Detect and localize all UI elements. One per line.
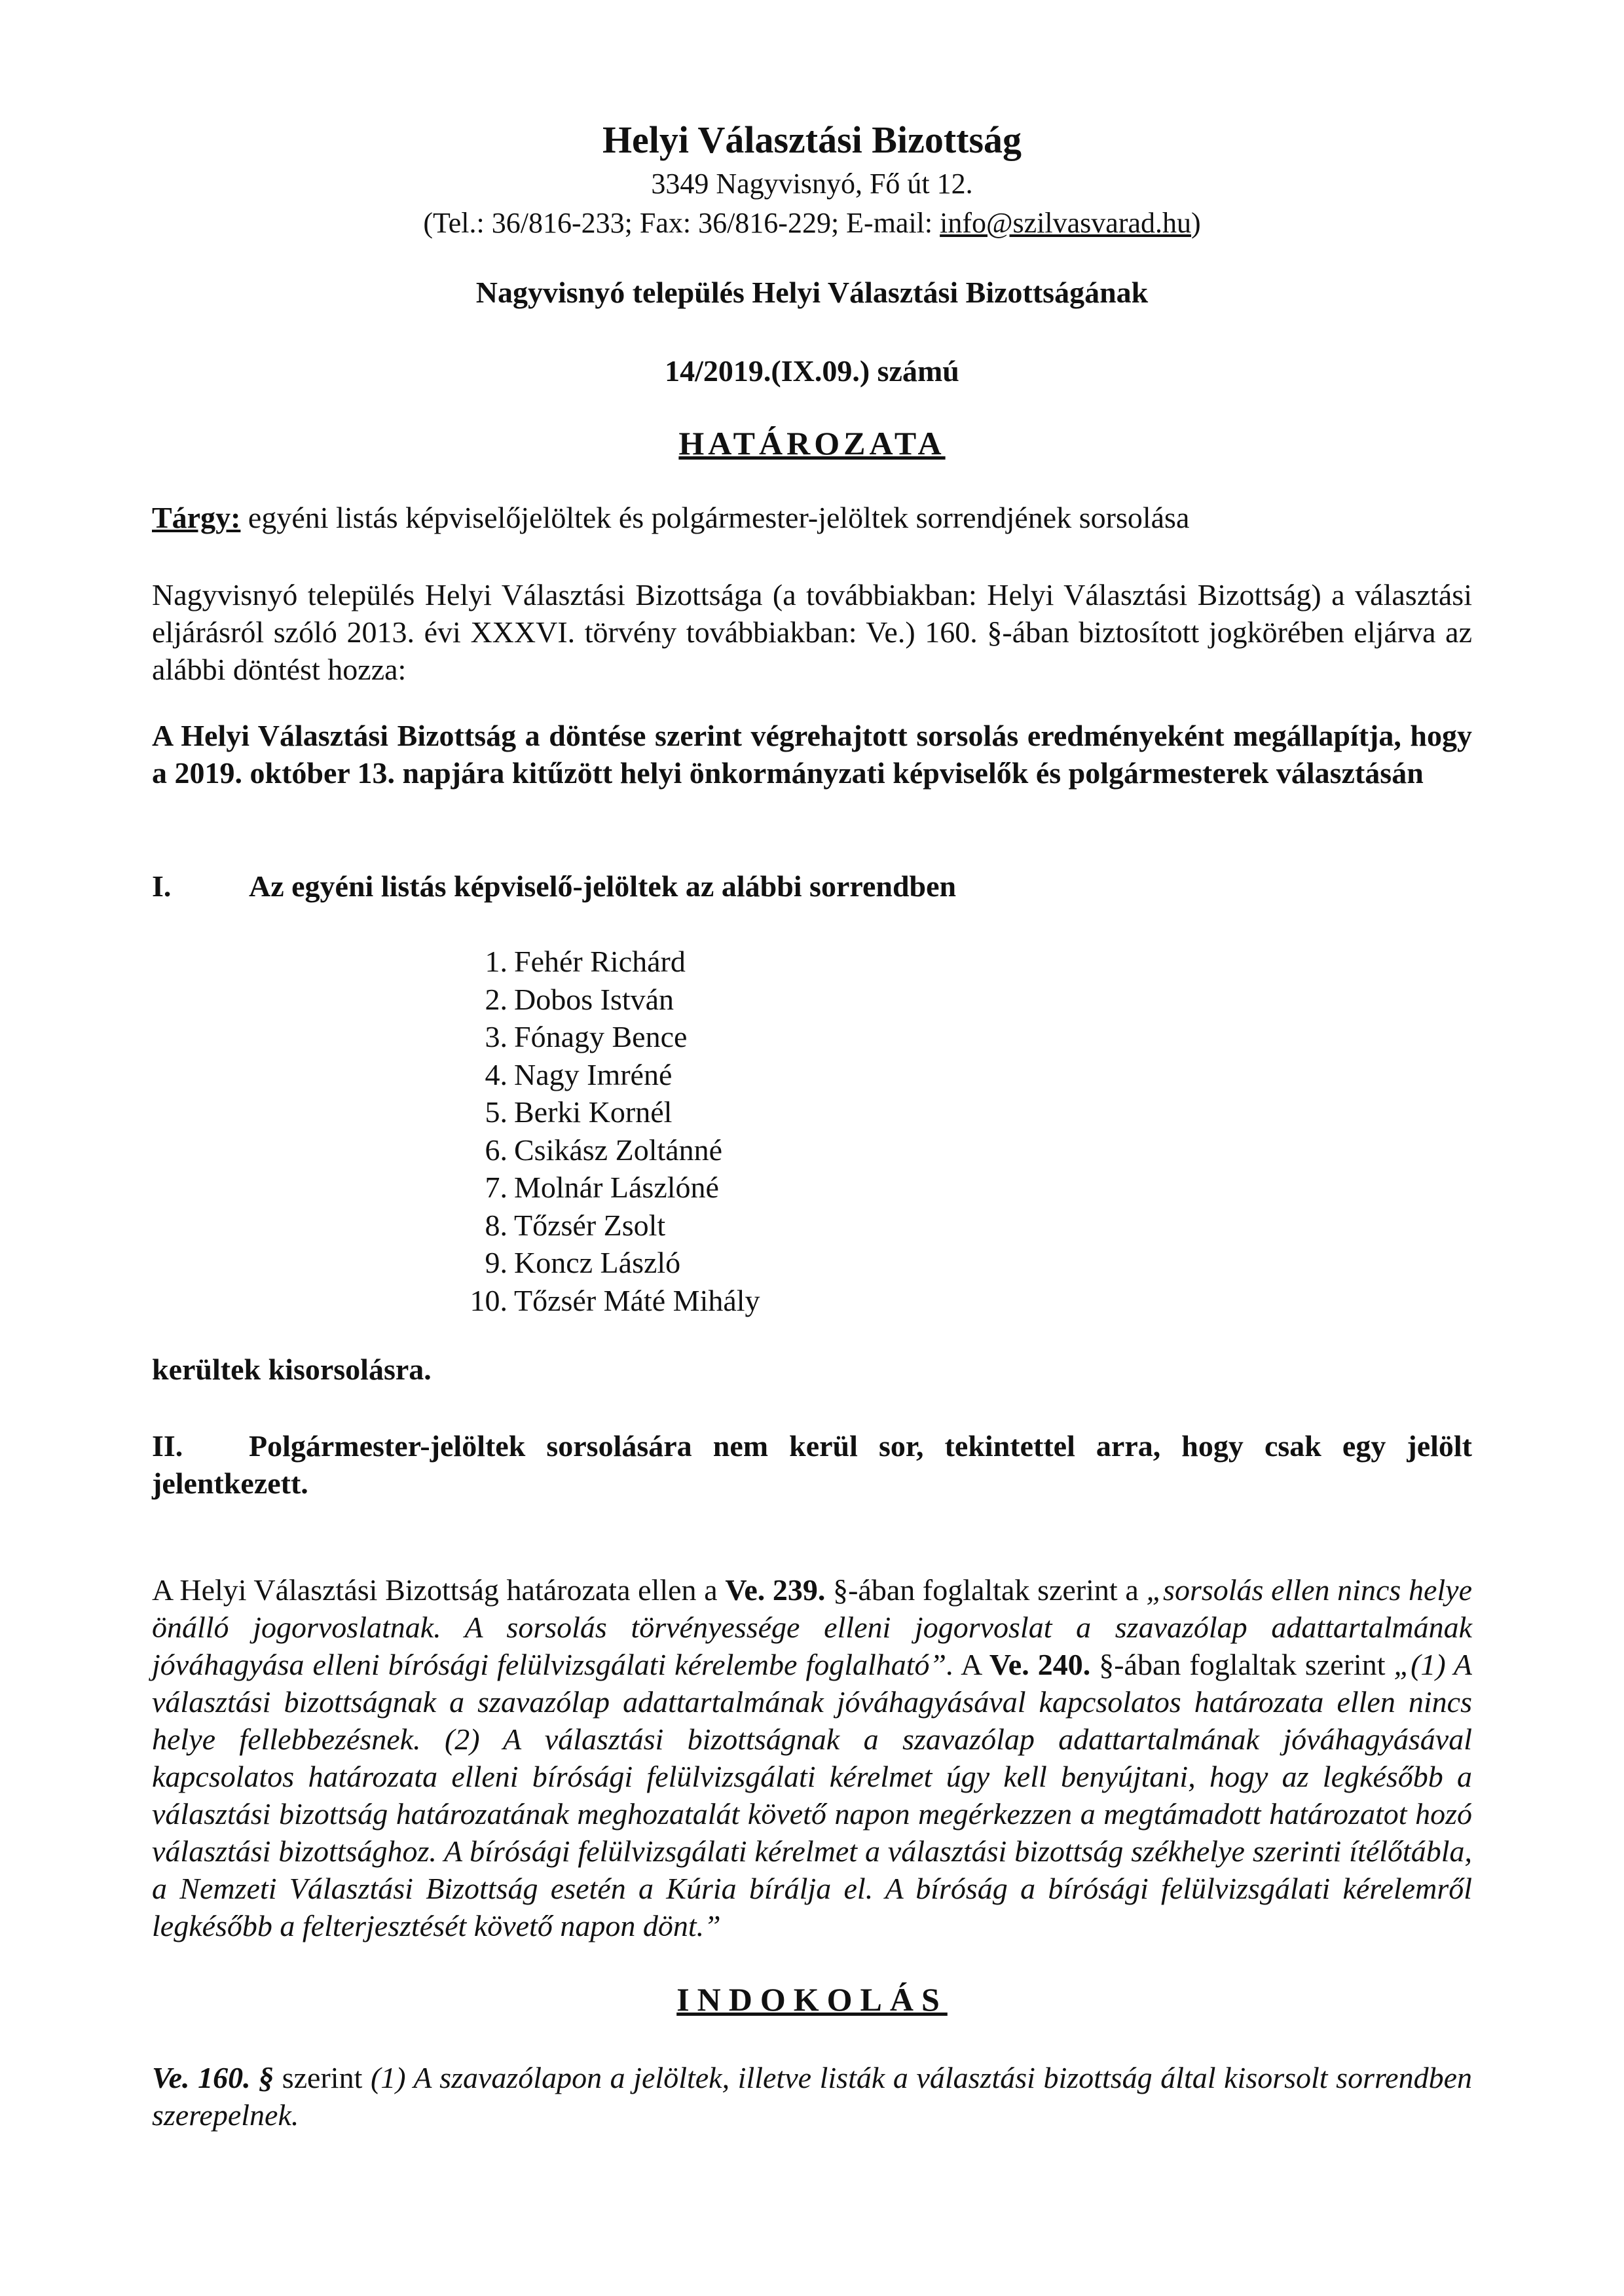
candidate-number: 8. (485, 1208, 507, 1242)
contact-suffix: ) (1191, 207, 1201, 239)
list-item (452, 943, 760, 981)
list-item (452, 1169, 760, 1207)
list-item (452, 1282, 760, 1320)
candidate-number: 5. (485, 1095, 507, 1129)
candidate-number: 4. (485, 1057, 507, 1091)
candidate-list (452, 943, 760, 1319)
intro-paragraph: Nagyvisnyó település Helyi Választási Bizottsága (a továbbiakban: Helyi Választási Bizottság) a választási eljárásról szóló 2013. évi XXXVI. törvény továbbiakban: Ve.) 160. §-ában biztosított jogkörében eljárva az alábbi döntést hozza: (152, 578, 1472, 686)
remedy-text-2: §-ában foglaltak szerint a (825, 1573, 1147, 1607)
subject-line (152, 499, 1472, 536)
candidate-name: Dobos István (514, 982, 674, 1016)
organization-name: Helyi Választási Bizottság (602, 118, 1022, 161)
candidate-number: 3. (485, 1020, 507, 1053)
candidate-number: 7. (485, 1171, 507, 1204)
section-2 (152, 1427, 1472, 1502)
document-number: 14/2019.(IX.09.) számú (665, 354, 959, 388)
list-item (452, 1093, 760, 1131)
section-1-closing: kerültek kisorsolásra. (152, 1353, 432, 1386)
list-item (452, 1056, 760, 1094)
law-reference-160: Ve. 160. § (152, 2061, 274, 2094)
law-reference-239: Ve. 239. (725, 1573, 826, 1607)
document-type-title: HATÁROZATA (678, 425, 946, 462)
section-2-number: II. (152, 1429, 183, 1463)
remedy-text-3: A (953, 1648, 989, 1681)
remedy-quote-1: „sorsolás ellen nincs helye önálló jogorvoslatnak. A sorsolás törvényessége elleni jogorvoslat a szavazólap adattartalmának jóváhagyása elleni bírósági felülvizsgálati kérelembe foglalható”. (152, 1573, 1472, 1681)
reasoning-title: INDOKOLÁS (676, 1981, 948, 2018)
candidate-name: Berki Kornél (514, 1095, 673, 1129)
section-2-text: Polgármester-jelöltek sorsolására nem kerül sor, tekintettel arra, hogy csak egy jelölt jelentkezett. (152, 1429, 1472, 1500)
candidate-name: Tőzsér Máté Mihály (514, 1283, 760, 1317)
candidate-name: Koncz László (514, 1246, 681, 1279)
candidate-name: Fónagy Bence (514, 1020, 688, 1053)
candidate-name: Csikász Zoltánné (514, 1133, 723, 1167)
candidate-name: Fehér Richárd (514, 945, 686, 978)
section-1-number: I. (152, 869, 172, 903)
decision-paragraph: A Helyi Választási Bizottság a döntése szerint végrehajtott sorsolás eredményeként megállapítja, hogy a 2019. október 13. napjára kitűzött helyi önkormányzati képviselők és polgármesterek választásán (152, 719, 1472, 790)
remedy-text-4: §-ában foglaltak szerint (1090, 1648, 1394, 1681)
candidate-name: Tőzsér Zsolt (514, 1208, 666, 1242)
candidate-name: Molnár Lászlóné (514, 1171, 719, 1204)
remedy-quote-2: „(1) A választási bizottságnak a szavazólap adattartalmának jóváhagyásával kapcsolatos határozata ellen nincs helye fellebbezésnek. (2) A választási bizottságnak a szavazólap adattartalmának jóváhagyásával kapcsolatos határozata elleni bírósági felülvizsgálati kérelmet úgy kell benyújtani, hogy az legkésőbb a választási bizottság határozatának meghozatalát követő napon megérkezzen a megtámadott határozatot hozó választási bizottsághoz. A bírósági felülvizsgálati kérelmet a választási bizottság székhelye szerinti ítélőtábla, a Nemzeti Választási Bizottság esetén a Kúria bírálja el. A bíróság a bírósági felülvizsgálati kérelemről legkésőbb a felterjesztését követő napon dönt.” (152, 1648, 1472, 1942)
law-reference-240: Ve. 240. (989, 1648, 1091, 1681)
candidate-number: 10. (470, 1283, 507, 1317)
reasoning-paragraph (152, 2059, 1472, 2134)
candidate-number: 1. (485, 945, 507, 978)
candidate-number: 2. (485, 982, 507, 1016)
reasoning-quote: (1) A szavazólapon a jelöltek, illetve listák a választási bizottság által kisorsolt sorrendben szerepelnek. (152, 2061, 1472, 2132)
reasoning-text: szerint (274, 2061, 371, 2094)
list-item (452, 1018, 760, 1056)
remedy-text-1: A Helyi Választási Bizottság határozata ellen a (152, 1573, 726, 1607)
subject-label: Tárgy: (152, 501, 241, 534)
organization-address: 3349 Nagyvisnyó, Fő út 12. (651, 168, 973, 200)
candidate-number: 6. (485, 1133, 507, 1167)
candidate-name: Nagy Imréné (514, 1057, 673, 1091)
list-item (452, 1244, 760, 1282)
list-item (452, 981, 760, 1019)
contact-prefix: (Tel.: 36/816-233; Fax: 36/816-229; E-mail: (423, 207, 940, 239)
legal-remedy-paragraph (152, 1571, 1472, 1944)
email-link[interactable]: info@szilvasvarad.hu (940, 207, 1192, 239)
subject-text: egyéni listás képviselőjelöltek és polgármester-jelöltek sorrendjének sorsolása (240, 501, 1190, 534)
candidate-number: 9. (485, 1246, 507, 1279)
issuing-body: Nagyvisnyó település Helyi Választási Bizottságának (475, 276, 1149, 309)
section-1-title: Az egyéni listás képviselő-jelöltek az alábbi sorrendben (249, 869, 957, 903)
organization-contact (0, 206, 1624, 240)
list-item (452, 1131, 760, 1169)
list-item (452, 1207, 760, 1245)
